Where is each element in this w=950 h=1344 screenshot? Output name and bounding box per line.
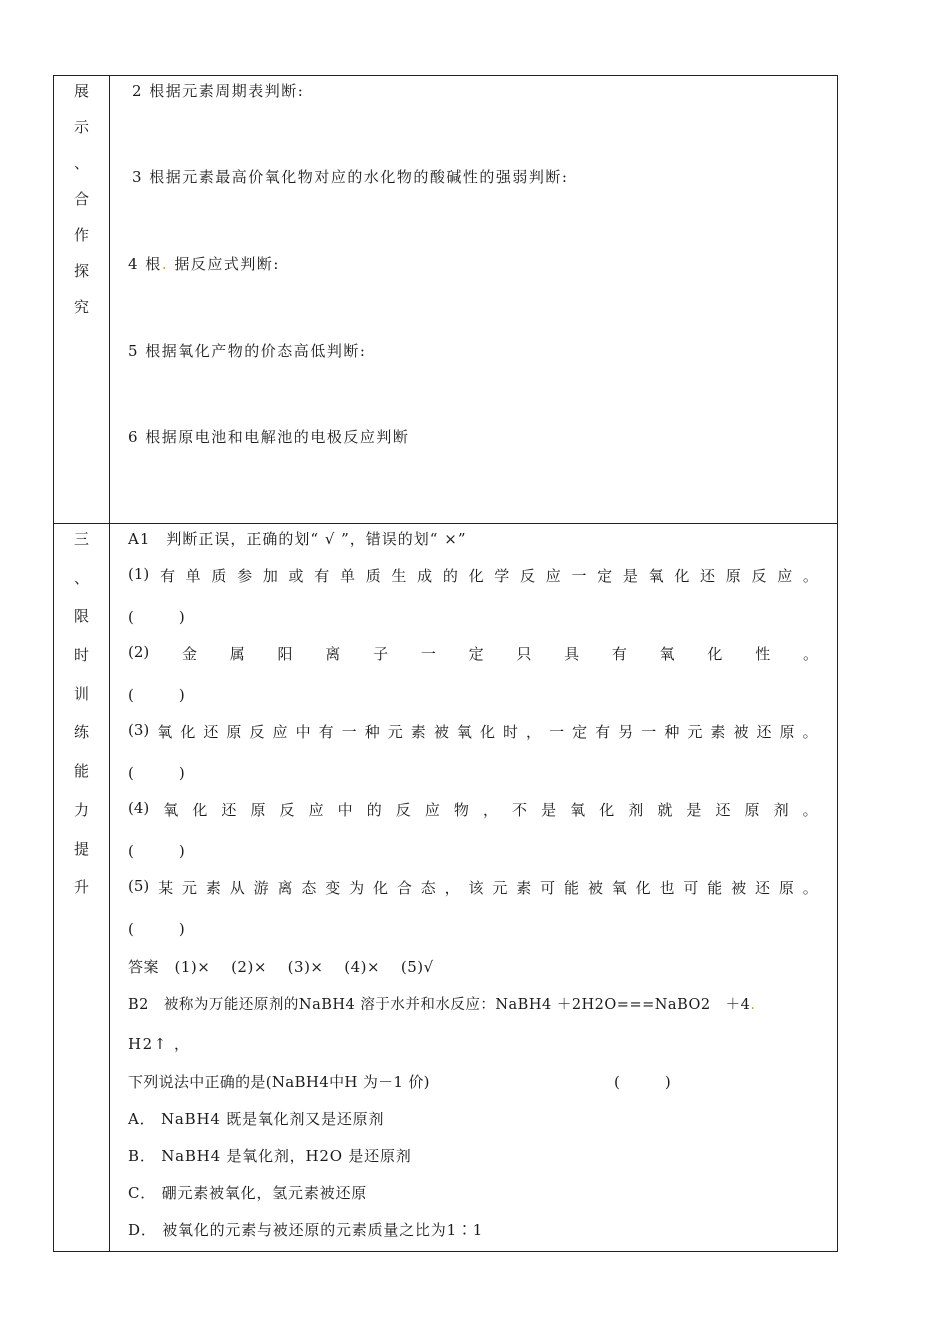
statement-char: 或 [288, 567, 304, 585]
label-char: 提 [73, 839, 89, 858]
method-item-4-start: 4 根 [128, 255, 162, 273]
row-divider [54, 523, 837, 524]
answer-paren: ( ) [128, 764, 185, 782]
answer-paren: ( ) [128, 686, 185, 704]
statement-char: 被 [433, 723, 449, 741]
statement-char: 金 [182, 645, 198, 663]
label-char: 练 [73, 723, 89, 742]
stray-dot: . [161, 255, 169, 273]
section-label-explore [54, 80, 109, 332]
statement-char: ， [482, 801, 498, 819]
statement-char: 单 [185, 567, 201, 585]
statement-char: 氧 [648, 567, 664, 585]
statement-char: 是 [541, 801, 557, 819]
statement-char: 还 [203, 723, 219, 741]
statement-char: 种 [664, 723, 680, 741]
statement-char: 应 [424, 801, 440, 819]
statement-char: 离 [277, 879, 293, 897]
statement-char: 元 [492, 879, 508, 897]
statement-char: 也 [659, 879, 675, 897]
answer-paren: ( ) [128, 920, 185, 938]
statement-char: 为 [349, 879, 365, 897]
method-item-6: 6 根据原电池和电解池的电极反应判断 [128, 428, 410, 446]
statement-char: 中 [295, 723, 311, 741]
statement-char: 质 [365, 567, 381, 585]
statement-char: 变 [325, 879, 341, 897]
statement-char: ， [526, 723, 542, 741]
statement-char: 一 [420, 645, 436, 663]
statement-char: 单 [339, 567, 355, 585]
statement-char: 。 [802, 567, 818, 585]
b2-stem [128, 993, 755, 1014]
option-c: C． 硼元素被氧化，氢元素被还原 [128, 1184, 368, 1202]
label-char: 能 [73, 762, 89, 781]
statement-char: 化 [674, 567, 690, 585]
option-d: D． 被氧化的元素与被还原的元素质量之比为1∶1 [128, 1221, 484, 1239]
statement-char: 还 [715, 801, 731, 819]
statement-char: 氧 [611, 879, 627, 897]
statement-char: 。 [802, 723, 818, 741]
statement-char: 从 [229, 879, 245, 897]
statement-char: 反 [395, 801, 411, 819]
statement-char: 。 [802, 879, 818, 897]
statement-char: 态 [420, 879, 436, 897]
statement-char: 原 [779, 723, 795, 741]
statement-char: 有 [611, 645, 627, 663]
statement-char: 学 [494, 567, 510, 585]
statement-char: 阳 [277, 645, 293, 663]
statement-char: 游 [253, 879, 269, 897]
statement-char: 不 [512, 801, 528, 819]
statement-char: 元 [181, 879, 197, 897]
statement-char: 原 [725, 567, 741, 585]
label-char: 限 [73, 607, 89, 626]
statement-char: 能 [707, 879, 723, 897]
statement-char: 的 [366, 801, 382, 819]
statement-char: 氧 [456, 723, 472, 741]
statement-char: 具 [564, 645, 580, 663]
statement-char: 还 [756, 723, 772, 741]
label-char: 展 [73, 82, 89, 100]
statement-char: 一 [641, 723, 657, 741]
statement-char: 原 [778, 879, 794, 897]
label-char: 究 [73, 298, 89, 316]
statement-char: 应 [545, 567, 561, 585]
answer-paren: ( ) [128, 608, 185, 626]
method-item-2: 2 根据元素周期表判断: [132, 82, 305, 100]
statement-char: 中 [337, 801, 353, 819]
method-item-3: 3 根据元素最高价氧化物对应的水化物的酸碱性的强弱判断: [132, 168, 569, 186]
statement-char: 态 [301, 879, 317, 897]
b2-stem-cont: H2↑ ， [128, 1035, 191, 1053]
statement-char: 。 [802, 801, 818, 819]
statement-char: 化 [192, 801, 208, 819]
label-char: 示 [73, 118, 89, 136]
statement-char: 化 [479, 723, 495, 741]
statement-char: 定 [468, 645, 484, 663]
statement-char: 应 [308, 801, 324, 819]
statement-char: 氧 [570, 801, 586, 819]
section-label-practice [54, 528, 109, 915]
statement-char: 原 [250, 801, 266, 819]
statement-3 [128, 721, 818, 742]
statement-char: 原 [744, 801, 760, 819]
statement-char: 子 [373, 645, 389, 663]
statement-5 [128, 877, 818, 898]
statement-char: 定 [597, 567, 613, 585]
a1-title: A1 判断正误，正确的划“ √ ”，错误的划“ ×” [128, 530, 467, 548]
statement-number: (1) [128, 565, 150, 583]
statement-char: 被 [587, 879, 603, 897]
statement-char: 一 [341, 723, 357, 741]
statement-char: 元 [387, 723, 403, 741]
statement-char: 素 [410, 723, 426, 741]
label-char: 时 [73, 646, 89, 665]
statement-char: 的 [442, 567, 458, 585]
label-char: 作 [73, 226, 89, 244]
statement-char: 一 [549, 723, 565, 741]
statement-char: 氧 [659, 645, 675, 663]
statement-char: 。 [802, 645, 818, 663]
statement-char: 反 [279, 801, 295, 819]
option-b: B． NaBH4 是氧化剂，H2O 是还原剂 [128, 1147, 412, 1165]
statement-number: (3) [128, 721, 150, 739]
column-divider [109, 76, 110, 1251]
label-char: 合 [73, 190, 89, 208]
statement-number: (5) [128, 877, 150, 895]
method-item-4 [128, 253, 280, 274]
statement-char: 该 [468, 879, 484, 897]
label-char: 三 [73, 530, 89, 548]
statement-char: 某 [158, 879, 174, 897]
statement-char: 剂 [628, 801, 644, 819]
statement-char: 就 [657, 801, 673, 819]
label-char: 、 [73, 568, 89, 587]
statement-char: 另 [618, 723, 634, 741]
label-char: 、 [73, 154, 89, 172]
answer-key: 答案 (1)× (2)× (3)× (4)× (5)√ [128, 958, 434, 976]
statement-1 [128, 565, 818, 586]
statement-char: 被 [733, 723, 749, 741]
label-char: 探 [73, 262, 89, 280]
statement-char: 是 [686, 801, 702, 819]
statement-char: 氧 [157, 723, 173, 741]
statement-char: 素 [205, 879, 221, 897]
statement-char: 还 [754, 879, 770, 897]
statement-char: 反 [751, 567, 767, 585]
statement-char: 加 [262, 567, 278, 585]
statement-number: (4) [128, 799, 150, 817]
statement-char: 素 [710, 723, 726, 741]
statement-char: 有 [318, 723, 334, 741]
statement-char: 性 [755, 645, 771, 663]
statement-char: 元 [687, 723, 703, 741]
statement-char: 可 [683, 879, 699, 897]
statement-char: 化 [635, 879, 651, 897]
statement-char: 种 [364, 723, 380, 741]
statement-char: 是 [622, 567, 638, 585]
statement-char: 反 [249, 723, 265, 741]
statement-char: 剂 [773, 801, 789, 819]
statement-char: 反 [520, 567, 536, 585]
answer-paren: ( ) [128, 842, 185, 860]
option-a: A． NaBH4 既是氧化剂又是还原剂 [128, 1110, 385, 1128]
statement-char: 化 [180, 723, 196, 741]
statement-char: 可 [540, 879, 556, 897]
statement-char: 能 [563, 879, 579, 897]
statement-char: 应 [272, 723, 288, 741]
statement-char: 被 [731, 879, 747, 897]
statement-4 [128, 799, 818, 820]
statement-char: 一 [571, 567, 587, 585]
label-char: 力 [73, 800, 89, 819]
statement-char: 时 [502, 723, 518, 741]
b2-question: 下列说法中正确的是(NaBH4中H 为－1 价) [128, 1073, 430, 1091]
statement-char: 只 [516, 645, 532, 663]
statement-char: 生 [391, 567, 407, 585]
method-item-4-end: 据反应式判断: [174, 255, 280, 273]
statement-char: 质 [211, 567, 227, 585]
statement-char: 有 [314, 567, 330, 585]
statement-char: 还 [221, 801, 237, 819]
stray-dot: . [750, 997, 756, 1013]
statement-char: 素 [516, 879, 532, 897]
statement-char: 参 [237, 567, 253, 585]
statement-char: 化 [599, 801, 615, 819]
statement-char: 化 [468, 567, 484, 585]
statement-char: 属 [229, 645, 245, 663]
statement-char: 合 [396, 879, 412, 897]
statement-char: 成 [417, 567, 433, 585]
method-item-5: 5 根据氧化产物的价态高低判断: [128, 342, 367, 360]
statement-char: 氧 [163, 801, 179, 819]
statement-char: 应 [777, 567, 793, 585]
worksheet-table [53, 75, 838, 1252]
statement-2 [128, 643, 818, 664]
statement-char: 化 [372, 879, 388, 897]
b2-stem-text: B2 被称为万能还原剂的NaBH4 溶于水并和水反应：NaBH4 ＋2H2O===NaBO2 ＋4 [128, 997, 751, 1013]
statement-char: 化 [707, 645, 723, 663]
b2-answer-paren: ( ) [614, 1073, 671, 1091]
statement-char: 离 [325, 645, 341, 663]
statement-char: 有 [159, 567, 175, 585]
statement-char: 原 [226, 723, 242, 741]
statement-char: 有 [595, 723, 611, 741]
label-char: 升 [73, 878, 89, 897]
statement-char: 定 [572, 723, 588, 741]
statement-char: 物 [453, 801, 469, 819]
statement-char: 还 [700, 567, 716, 585]
statement-number: (2) [128, 643, 150, 661]
statement-char: ， [444, 879, 460, 897]
label-char: 训 [73, 684, 89, 703]
